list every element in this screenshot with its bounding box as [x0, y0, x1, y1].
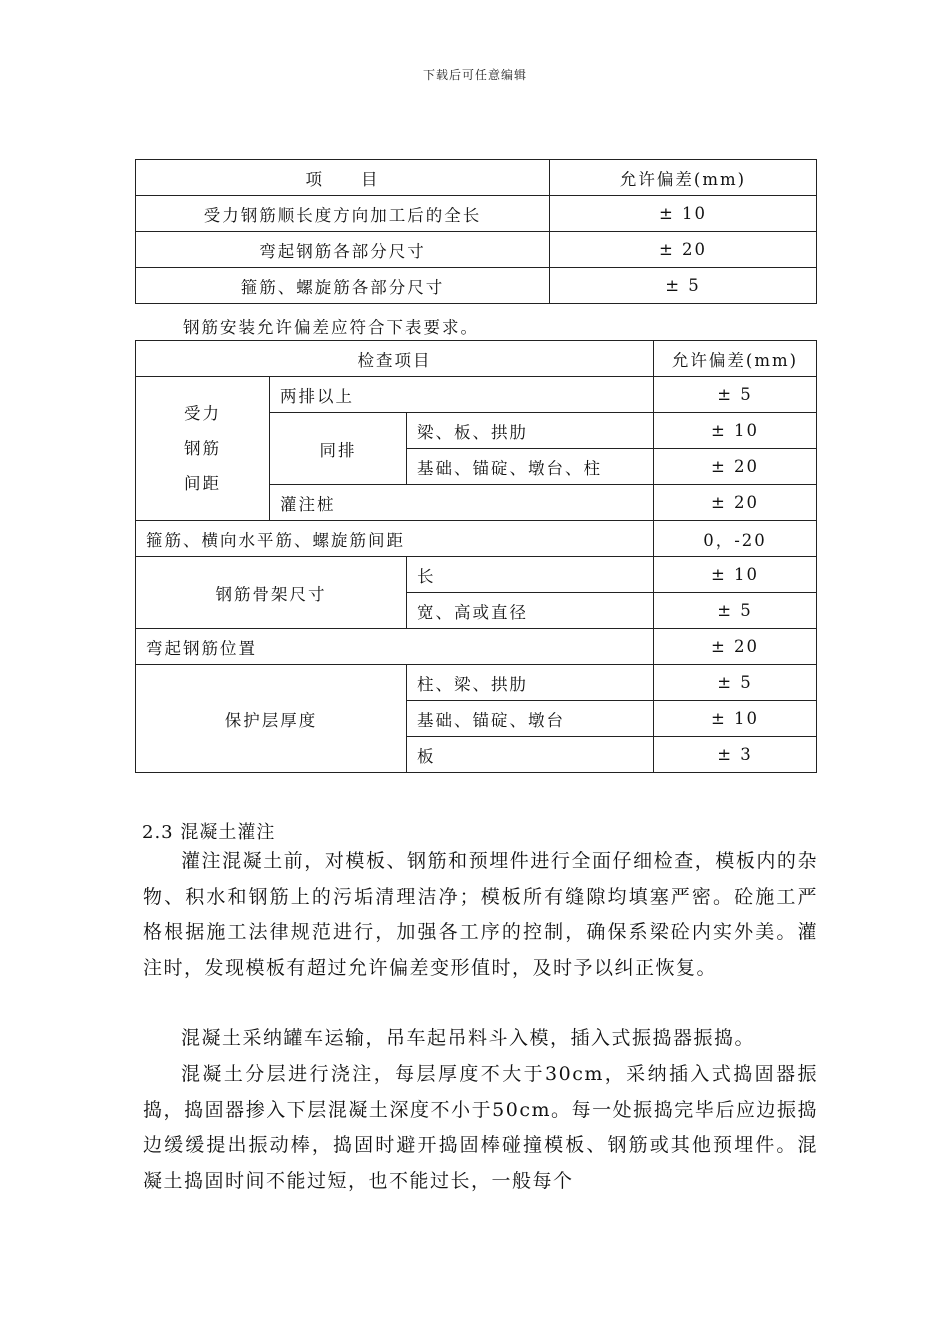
table-cell: ± 10 — [550, 196, 817, 232]
page-header: 下载后可任意编辑 — [422, 68, 527, 82]
table-row — [136, 629, 817, 665]
table-row — [136, 196, 817, 232]
table-cell: ± 3 — [654, 737, 817, 773]
table-cell: ± 10 — [654, 413, 817, 449]
table-cell: 保护层厚度 — [136, 665, 407, 773]
table-row — [136, 268, 817, 304]
table-cell: 弯起钢筋位置 — [136, 629, 654, 665]
table-cell: 箍筋、螺旋筋各部分尺寸 — [136, 268, 550, 304]
table-cell: 0，-20 — [654, 521, 817, 557]
body-paragraph: 混凝土分层进行浇注，每层厚度不大于30cm，采纳插入式捣固器振捣，捣固器掺入下层混凝土深度不小于50cm。每一处振捣完毕后应边振捣边缓缓提出振动棒，捣固时避开捣固棒碰撞模板、钢筋或其他预埋件。混凝土捣固时间不能过短，也不能过长，一般每个 — [143, 1063, 818, 1192]
table-header-row — [136, 160, 817, 196]
table-cell: ± 5 — [550, 268, 817, 304]
table-intro-note: 钢筋安装允许偏差应符合下表要求。 — [183, 318, 479, 337]
table-cell: 两排以上 — [270, 377, 654, 413]
table-cell: 宽、高或直径 — [407, 593, 654, 629]
table-cell: ± 20 — [654, 629, 817, 665]
rebar-installation-tolerance-table — [135, 340, 817, 773]
table-cell: 受力钢筋顺长度方向加工后的全长 — [136, 196, 550, 232]
column-header-tolerance: 允许偏差(mm) — [654, 341, 817, 377]
column-header-item: 项 目 — [136, 160, 550, 196]
table-cell: ± 5 — [654, 665, 817, 701]
table-cell: 钢筋骨架尺寸 — [136, 557, 407, 629]
table-header-row — [136, 341, 817, 377]
table-cell: 基础、锚碇、墩台、柱 — [407, 449, 654, 485]
group-label-line: 间距 — [184, 474, 221, 493]
table-cell: 板 — [407, 737, 654, 773]
table-row — [136, 232, 817, 268]
table-cell: ± 10 — [654, 557, 817, 593]
table-cell: ± 20 — [654, 449, 817, 485]
table-cell: ± 5 — [654, 593, 817, 629]
body-paragraph: 灌注混凝土前，对模板、钢筋和预埋件进行全面仔细检查，模板内的杂物、积水和钢筋上的污垢清理洁净；模板所有缝隙均填塞严密。砼施工严格根据施工法律规范进行，加强各工序的控制，确保系梁砼内实外美。灌注时，发现模板有超过允许偏差变形值时，及时予以纠正恢复。 — [143, 850, 818, 979]
table-cell: ± 5 — [654, 377, 817, 413]
group-label-line: 受力 — [184, 404, 221, 423]
table-cell: 柱、梁、拱肋 — [407, 665, 654, 701]
column-header-check-item: 检查项目 — [136, 341, 654, 377]
group-label-line: 钢筋 — [184, 439, 221, 458]
table-cell: 弯起钢筋各部分尺寸 — [136, 232, 550, 268]
table-cell: 长 — [407, 557, 654, 593]
table-row — [136, 557, 817, 593]
body-paragraph: 混凝土采纳罐车运输，吊车起吊料斗入模，插入式振捣器振捣。 — [181, 1027, 756, 1049]
table-cell: ± 20 — [550, 232, 817, 268]
table-cell: ± 10 — [654, 701, 817, 737]
table-cell: 灌注桩 — [270, 485, 654, 521]
table-cell: 箍筋、横向水平筋、螺旋筋间距 — [136, 521, 654, 557]
section-heading: 2.3 混凝土灌注 — [142, 822, 276, 843]
group-label-bar-spacing — [136, 377, 270, 521]
table-row — [136, 377, 817, 413]
table-cell: 同排 — [270, 413, 407, 485]
column-header-tolerance: 允许偏差(mm) — [550, 160, 817, 196]
table-cell: 基础、锚碇、墩台 — [407, 701, 654, 737]
rebar-processing-tolerance-table — [135, 159, 817, 304]
table-row — [136, 521, 817, 557]
table-cell: ± 20 — [654, 485, 817, 521]
table-row — [136, 665, 817, 701]
table-cell: 梁、板、拱肋 — [407, 413, 654, 449]
